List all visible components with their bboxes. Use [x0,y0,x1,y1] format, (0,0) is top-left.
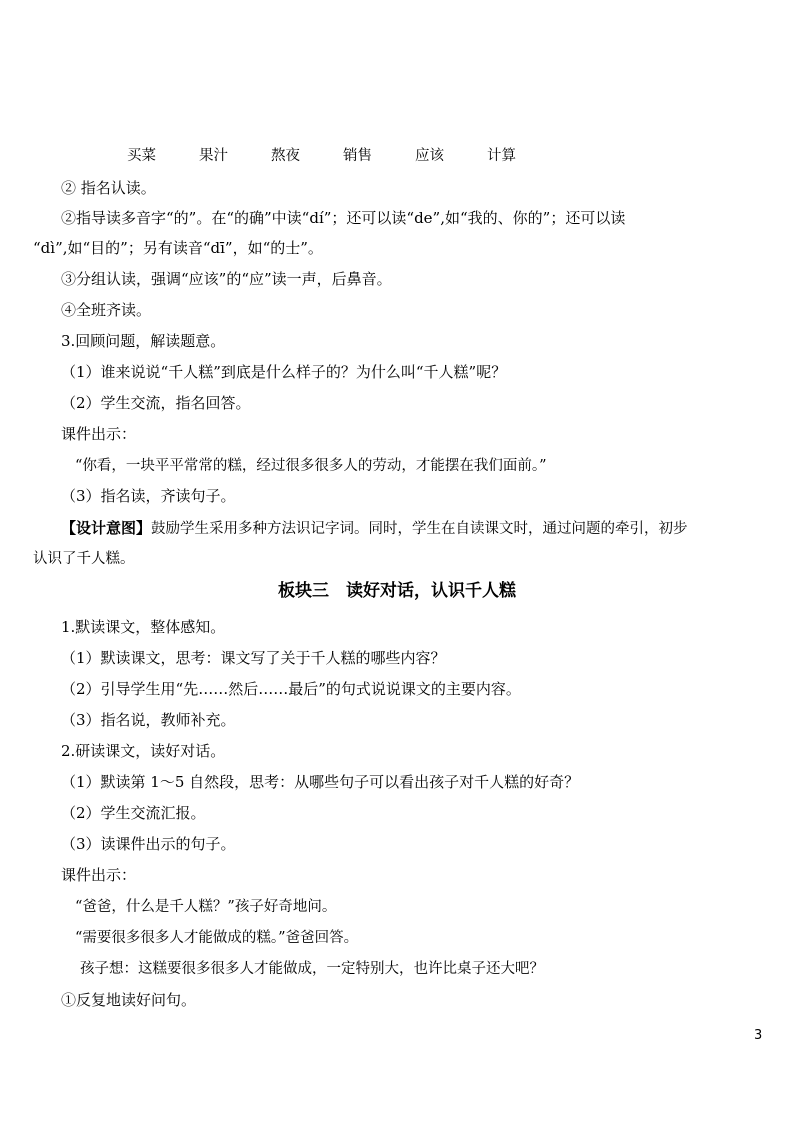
quote-line: 孩子想：这糕要很多很多人才能做成，一定特别大，也许比桌子还大吧？ [80,961,544,977]
vocab-word: 计算 [487,148,516,164]
text-line: ①反复地读好问句。 [61,991,197,1009]
design-intent-label: 【设计意图】 [61,519,152,537]
vocab-word: 熬夜 [271,148,300,164]
quote-line: “你看，一块平平常常的糕，经过很多很多人的劳动，才能摆在我们面前。” [75,458,547,474]
quote-line: “需要很多很多人才能做成的糕。”爸爸回答。 [75,930,359,946]
text-line: 3.回顾问题，解读题意。 [61,332,226,350]
page-number: 3 [754,1028,763,1043]
text-line: “dì”,如“目的”；另有读音“dī”，如“的士”。 [33,239,323,257]
text-line: （3）读课件出示的句子。 [61,835,236,853]
text-line: （1）默读第 1～5 自然段，思考：从哪些句子可以看出孩子对千人糕的好奇？ [61,773,580,791]
vocab-word: 应该 [415,148,444,164]
text-line: ④全班齐读。 [61,301,152,319]
text-line: 1.默读课文，整体感知。 [61,618,226,636]
text-line: （1）默读课文，思考：课文写了关于千人糕的哪些内容？ [61,649,446,667]
design-intent [61,518,688,539]
vocab-word: 果汁 [199,148,228,164]
text-line: （3）指名说，教师补充。 [61,711,236,729]
text-line: ② 指名认读。 [61,179,156,197]
vocab-word: 买菜 [127,148,156,164]
text-line: （1）谁来说说“千人糕”到底是什么样子的？为什么叫“千人糕”呢？ [61,363,507,381]
design-intent-text: 鼓励学生采用多种方法识记字词。同时，学生在自读课文时，通过问题的牵引，初步 [151,521,688,537]
design-intent-text: 认识了千人糕。 [33,551,135,567]
text-line: 课件出示： [61,425,137,443]
text-line: （2）引导学生用“先……然后……最后”的句式说说课文的主要内容。 [61,680,521,698]
text-line: 课件出示： [61,866,137,884]
text-line: （2）学生交流汇报。 [61,804,206,822]
vocab-word: 销售 [343,148,372,164]
text-line: 2.研读课文，读好对话。 [61,742,226,760]
text-line: ②指导读多音字“的”。在“的确”中读“dí”；还可以读“de”,如“我的、你的”；还可以读 [61,209,626,227]
text-line: （3）指名读，齐读句子。 [61,487,236,505]
section-heading: 板块三 读好对话，认识千人糕 [278,581,516,601]
quote-line: “爸爸，什么是千人糕？”孩子好奇地问。 [75,899,337,915]
text-line: ③分组认读，强调“应该”的“应”读一声，后鼻音。 [61,270,392,288]
text-line: （2）学生交流，指名回答。 [61,394,251,412]
